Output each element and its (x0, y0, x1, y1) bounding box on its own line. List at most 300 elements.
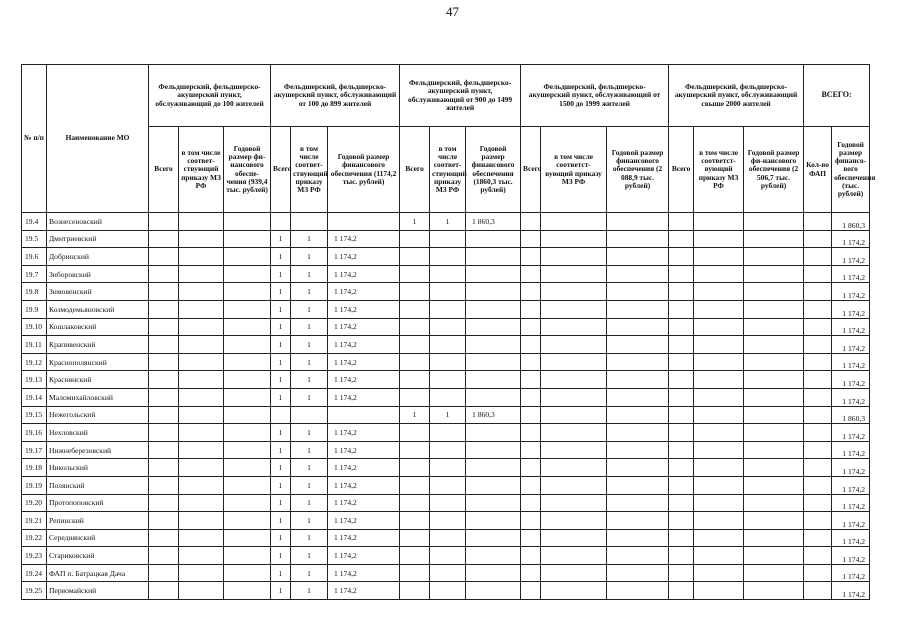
cell-g4-all (521, 248, 541, 266)
cell-g5-all (669, 248, 694, 266)
cell-g1-all (149, 265, 179, 283)
cell-g3-all (400, 388, 430, 406)
cell-g5-incl (694, 476, 744, 494)
cell-total-fin: 1 174,2 (832, 248, 870, 266)
cell-total-count (804, 353, 832, 371)
cell-g4-incl (541, 300, 607, 318)
cell-g4-all (521, 582, 541, 600)
cell-g2-all: 1 (271, 353, 291, 371)
cell-g3-fin (466, 476, 521, 494)
cell-g1-all (149, 441, 179, 459)
cell-g1-all (149, 248, 179, 266)
table-row (22, 459, 870, 477)
cell-g5-all (669, 494, 694, 512)
cell-g4-incl (541, 230, 607, 248)
cell-g5-incl (694, 213, 744, 231)
cell-g2-all: 1 (271, 300, 291, 318)
cell-g1-fin (224, 441, 271, 459)
cell-total-fin: 1 174,2 (832, 388, 870, 406)
table-row (22, 336, 870, 354)
cell-g3-all (400, 547, 430, 565)
cell-g3-all (400, 529, 430, 547)
cell-g2-fin: 1 174,2 (328, 476, 400, 494)
cell-g1-fin (224, 388, 271, 406)
cell-g5-all (669, 564, 694, 582)
cell-g2-all: 1 (271, 512, 291, 530)
cell-g3-incl (430, 529, 466, 547)
cell-row-num: 19.4 (22, 213, 47, 231)
cell-g4-all (521, 353, 541, 371)
header-g4-all: Всего (521, 127, 541, 213)
cell-row-num: 19.16 (22, 424, 47, 442)
header-group-1: Фельдшерский, фельдшерско-акушерский пункт, обслуживающий до 100 жителей (149, 65, 271, 127)
cell-g1-fin (224, 300, 271, 318)
cell-g3-all (400, 283, 430, 301)
cell-g5-all (669, 406, 694, 424)
cell-g4-fin (607, 547, 669, 565)
cell-g4-fin (607, 283, 669, 301)
cell-g2-incl: 1 (291, 476, 328, 494)
header-name: Наименование МО (47, 65, 149, 213)
cell-row-num: 19.8 (22, 283, 47, 301)
cell-g1-all (149, 512, 179, 530)
cell-mo-name: Середнянский (47, 529, 149, 547)
cell-g5-fin (744, 582, 804, 600)
cell-total-fin: 1 174,2 (832, 371, 870, 389)
cell-total-count (804, 547, 832, 565)
cell-g3-fin (466, 300, 521, 318)
cell-g5-fin (744, 564, 804, 582)
cell-g4-all (521, 213, 541, 231)
cell-g5-incl (694, 265, 744, 283)
cell-g4-fin (607, 300, 669, 318)
cell-g4-fin (607, 265, 669, 283)
cell-g1-all (149, 529, 179, 547)
cell-g1-incl (179, 512, 224, 530)
cell-g1-fin (224, 424, 271, 442)
cell-g3-incl (430, 371, 466, 389)
cell-g4-fin (607, 512, 669, 530)
table-row (22, 248, 870, 266)
cell-g5-all (669, 459, 694, 477)
cell-total-fin: 1 174,2 (832, 424, 870, 442)
cell-g4-all (521, 336, 541, 354)
cell-g4-incl (541, 494, 607, 512)
cell-g3-incl (430, 547, 466, 565)
cell-total-count (804, 336, 832, 354)
table-row (22, 213, 870, 231)
cell-g3-fin (466, 336, 521, 354)
cell-g3-fin (466, 353, 521, 371)
header-g2-fin: Годовой размер финансового обеспечения (1174,2 тыс. рублей) (328, 127, 400, 213)
cell-g1-all (149, 424, 179, 442)
cell-g2-all (271, 406, 291, 424)
cell-g5-fin (744, 213, 804, 231)
cell-g1-all (149, 582, 179, 600)
cell-row-num: 19.24 (22, 564, 47, 582)
cell-total-fin: 1 174,2 (832, 265, 870, 283)
cell-g5-fin (744, 265, 804, 283)
cell-row-num: 19.20 (22, 494, 47, 512)
header-group-2: Фельдшерский, фельдшерско-акушерский пункт, обслуживающий от 100 до 899 жителей (271, 65, 400, 127)
cell-g5-incl (694, 547, 744, 565)
cell-g3-fin (466, 248, 521, 266)
cell-g2-all: 1 (271, 388, 291, 406)
cell-row-num: 19.25 (22, 582, 47, 600)
cell-g5-incl (694, 512, 744, 530)
cell-g1-fin (224, 230, 271, 248)
header-g3-all: Всего (400, 127, 430, 213)
cell-g4-fin (607, 248, 669, 266)
cell-total-fin: 1 174,2 (832, 512, 870, 530)
cell-g2-incl (291, 213, 328, 231)
cell-row-num: 19.21 (22, 512, 47, 530)
cell-g5-fin (744, 547, 804, 565)
cell-total-fin: 1 174,2 (832, 353, 870, 371)
cell-g1-all (149, 371, 179, 389)
cell-g5-incl (694, 318, 744, 336)
cell-g5-fin (744, 424, 804, 442)
cell-total-fin: 1 174,2 (832, 529, 870, 547)
cell-g4-all (521, 424, 541, 442)
cell-g4-all (521, 547, 541, 565)
cell-g4-fin (607, 494, 669, 512)
cell-g5-fin (744, 459, 804, 477)
cell-g5-incl (694, 406, 744, 424)
cell-g1-incl (179, 213, 224, 231)
cell-g3-all (400, 494, 430, 512)
cell-g2-incl (291, 406, 328, 424)
cell-g2-fin: 1 174,2 (328, 441, 400, 459)
cell-g5-incl (694, 582, 744, 600)
cell-g5-incl (694, 371, 744, 389)
cell-g2-fin: 1 174,2 (328, 371, 400, 389)
cell-total-count (804, 582, 832, 600)
cell-row-num: 19.19 (22, 476, 47, 494)
cell-row-num: 19.22 (22, 529, 47, 547)
header-group-5: Фельдшерский, фельдшерско-акушерский пункт, обслуживающий свыше 2000 жителей (669, 65, 804, 127)
cell-g5-all (669, 336, 694, 354)
cell-g2-fin: 1 174,2 (328, 459, 400, 477)
cell-g5-all (669, 582, 694, 600)
cell-g4-fin (607, 318, 669, 336)
cell-row-num: 19.6 (22, 248, 47, 266)
table-body (22, 213, 870, 600)
cell-g5-incl (694, 459, 744, 477)
cell-g5-all (669, 230, 694, 248)
cell-row-num: 19.5 (22, 230, 47, 248)
cell-g5-incl (694, 441, 744, 459)
cell-g4-all (521, 564, 541, 582)
cell-g3-all (400, 582, 430, 600)
cell-g5-incl (694, 336, 744, 354)
cell-g2-all: 1 (271, 265, 291, 283)
cell-g3-incl (430, 476, 466, 494)
cell-g1-all (149, 388, 179, 406)
cell-g5-incl (694, 564, 744, 582)
cell-g2-all: 1 (271, 441, 291, 459)
cell-g5-fin (744, 248, 804, 266)
cell-g3-all: 1 (400, 406, 430, 424)
cell-g2-fin: 1 174,2 (328, 353, 400, 371)
cell-g1-incl (179, 371, 224, 389)
cell-g3-incl (430, 248, 466, 266)
cell-total-fin: 1 174,2 (832, 547, 870, 565)
cell-g2-fin (328, 213, 400, 231)
cell-g4-incl (541, 582, 607, 600)
cell-g1-incl (179, 283, 224, 301)
cell-g2-incl: 1 (291, 265, 328, 283)
cell-g2-fin: 1 174,2 (328, 230, 400, 248)
cell-g5-all (669, 283, 694, 301)
cell-total-count (804, 494, 832, 512)
cell-g4-incl (541, 318, 607, 336)
cell-total-count (804, 459, 832, 477)
cell-g5-all (669, 424, 694, 442)
table-row (22, 476, 870, 494)
header-g3-fin: Годовой размер финансового обеспечения (1860,3 тыс. рублей) (466, 127, 521, 213)
cell-g5-all (669, 371, 694, 389)
cell-row-num: 19.23 (22, 547, 47, 565)
cell-g5-fin (744, 318, 804, 336)
cell-row-num: 19.15 (22, 406, 47, 424)
cell-mo-name: Крапивенский (47, 336, 149, 354)
header-group-4: Фельдшерский, фельдшерско-акушерский пункт, обслуживающий от 1500 до 1999 жителей (521, 65, 669, 127)
cell-g3-all (400, 248, 430, 266)
header-group-3: Фельдшерский, фельдшерско-акушерский пункт, обслуживающий от 900 до 1499 жителей (400, 65, 521, 127)
cell-g3-fin (466, 318, 521, 336)
cell-g2-incl: 1 (291, 336, 328, 354)
cell-g1-incl (179, 336, 224, 354)
header-g1-fin: Годовой размер фи-нансового обеспе-чения (939,4 тыс. рублей) (224, 127, 271, 213)
header-g1-incl: в том числе соответ-ствующий приказу МЗ РФ (179, 127, 224, 213)
cell-total-fin: 1 174,2 (832, 300, 870, 318)
cell-g2-fin: 1 174,2 (328, 512, 400, 530)
cell-g3-fin (466, 441, 521, 459)
cell-g2-fin: 1 174,2 (328, 424, 400, 442)
cell-g1-incl (179, 353, 224, 371)
cell-g4-all (521, 300, 541, 318)
cell-g2-incl: 1 (291, 318, 328, 336)
cell-g4-fin (607, 476, 669, 494)
cell-g5-fin (744, 441, 804, 459)
cell-g2-fin: 1 174,2 (328, 265, 400, 283)
cell-total-count (804, 406, 832, 424)
cell-g4-fin (607, 441, 669, 459)
cell-g4-fin (607, 424, 669, 442)
cell-g4-all (521, 283, 541, 301)
cell-g3-incl: 1 (430, 406, 466, 424)
cell-g5-all (669, 353, 694, 371)
header-g2-all: Всего (271, 127, 291, 213)
cell-g5-incl (694, 248, 744, 266)
cell-g1-fin (224, 248, 271, 266)
cell-row-num: 19.13 (22, 371, 47, 389)
cell-g3-fin (466, 529, 521, 547)
table-row (22, 582, 870, 600)
cell-g3-all (400, 318, 430, 336)
cell-g4-fin (607, 406, 669, 424)
table-row (22, 547, 870, 565)
cell-g3-all (400, 459, 430, 477)
cell-g2-all: 1 (271, 371, 291, 389)
cell-g2-all: 1 (271, 248, 291, 266)
table-row (22, 494, 870, 512)
cell-g4-all (521, 388, 541, 406)
cell-g2-incl: 1 (291, 564, 328, 582)
cell-g1-fin (224, 371, 271, 389)
cell-mo-name: Первомайский (47, 582, 149, 600)
cell-g5-fin (744, 230, 804, 248)
cell-g3-incl (430, 459, 466, 477)
cell-g3-all (400, 512, 430, 530)
cell-g1-incl (179, 547, 224, 565)
cell-total-fin: 1 174,2 (832, 441, 870, 459)
cell-g3-incl (430, 318, 466, 336)
cell-g1-fin (224, 353, 271, 371)
cell-g1-fin (224, 512, 271, 530)
cell-g1-fin (224, 564, 271, 582)
cell-mo-name: Никольский (47, 459, 149, 477)
cell-g1-all (149, 494, 179, 512)
cell-g3-incl (430, 283, 466, 301)
cell-g1-fin (224, 336, 271, 354)
cell-g2-incl: 1 (291, 230, 328, 248)
cell-g2-incl: 1 (291, 547, 328, 565)
cell-mo-name: Репинский (47, 512, 149, 530)
cell-g4-incl (541, 213, 607, 231)
cell-g1-incl (179, 494, 224, 512)
cell-g2-incl: 1 (291, 582, 328, 600)
cell-g5-incl (694, 230, 744, 248)
cell-g1-fin (224, 476, 271, 494)
cell-g5-fin (744, 371, 804, 389)
cell-g4-incl (541, 371, 607, 389)
cell-g1-fin (224, 529, 271, 547)
cell-g4-incl (541, 424, 607, 442)
cell-g4-fin (607, 529, 669, 547)
cell-g5-incl (694, 300, 744, 318)
cell-g2-all: 1 (271, 424, 291, 442)
cell-g3-all (400, 336, 430, 354)
cell-g2-all: 1 (271, 230, 291, 248)
cell-g5-fin (744, 388, 804, 406)
cell-g4-incl (541, 512, 607, 530)
cell-total-count (804, 265, 832, 283)
cell-g2-incl: 1 (291, 494, 328, 512)
cell-g3-incl (430, 424, 466, 442)
cell-g3-fin (466, 265, 521, 283)
cell-g1-all (149, 318, 179, 336)
cell-g4-incl (541, 406, 607, 424)
cell-mo-name: Вознесеновский (47, 213, 149, 231)
cell-g3-incl (430, 265, 466, 283)
cell-g1-all (149, 300, 179, 318)
cell-g3-fin (466, 564, 521, 582)
cell-g1-fin (224, 494, 271, 512)
cell-g2-fin: 1 174,2 (328, 248, 400, 266)
cell-g4-incl (541, 265, 607, 283)
cell-total-fin: 1 174,2 (832, 318, 870, 336)
cell-g1-incl (179, 459, 224, 477)
cell-g5-all (669, 388, 694, 406)
cell-g5-all (669, 265, 694, 283)
cell-g3-fin (466, 547, 521, 565)
cell-g1-incl (179, 476, 224, 494)
cell-g2-fin: 1 174,2 (328, 529, 400, 547)
cell-g4-fin (607, 459, 669, 477)
cell-g4-all (521, 476, 541, 494)
cell-g4-all (521, 459, 541, 477)
cell-g5-fin (744, 336, 804, 354)
cell-g1-all (149, 547, 179, 565)
cell-g1-fin (224, 406, 271, 424)
table-row (22, 529, 870, 547)
cell-g4-incl (541, 547, 607, 565)
cell-mo-name: Краснополянский (47, 353, 149, 371)
cell-total-fin: 1 174,2 (832, 564, 870, 582)
cell-g5-fin (744, 300, 804, 318)
cell-total-count (804, 300, 832, 318)
cell-g1-fin (224, 213, 271, 231)
cell-mo-name: Нижнеберезовский (47, 441, 149, 459)
cell-g3-fin: 1 860,3 (466, 213, 521, 231)
table-row (22, 512, 870, 530)
cell-total-count (804, 388, 832, 406)
fap-table (21, 64, 876, 600)
cell-mo-name: Зиборовский (47, 265, 149, 283)
cell-g3-incl (430, 494, 466, 512)
cell-g5-fin (744, 494, 804, 512)
table-row (22, 318, 870, 336)
cell-g4-fin (607, 582, 669, 600)
cell-mo-name: Стариковский (47, 547, 149, 565)
cell-g1-all (149, 564, 179, 582)
cell-total-count (804, 564, 832, 582)
cell-g2-all: 1 (271, 336, 291, 354)
header-g5-all: Всего (669, 127, 694, 213)
cell-g4-all (521, 441, 541, 459)
table-row (22, 406, 870, 424)
cell-g3-all (400, 230, 430, 248)
cell-mo-name: ФАП п. Батрацкая Дача (47, 564, 149, 582)
cell-g5-incl (694, 494, 744, 512)
cell-total-fin: 1 174,2 (832, 230, 870, 248)
header-g1-all: Всего (149, 127, 179, 213)
cell-g2-incl: 1 (291, 459, 328, 477)
cell-g3-incl (430, 388, 466, 406)
cell-g4-incl (541, 336, 607, 354)
cell-g3-all (400, 300, 430, 318)
cell-g3-all (400, 441, 430, 459)
cell-g2-fin: 1 174,2 (328, 564, 400, 582)
cell-total-count (804, 371, 832, 389)
header-total: ВСЕГО: (804, 65, 870, 127)
cell-g4-incl (541, 476, 607, 494)
cell-mo-name: Дмитриевский (47, 230, 149, 248)
table-row (22, 230, 870, 248)
cell-g3-all (400, 424, 430, 442)
cell-g1-all (149, 406, 179, 424)
header-total-count: Кол-во ФАП (804, 127, 832, 213)
cell-g1-all (149, 476, 179, 494)
cell-total-fin: 1 174,2 (832, 459, 870, 477)
cell-g2-fin: 1 174,2 (328, 582, 400, 600)
cell-g5-all (669, 441, 694, 459)
cell-g1-incl (179, 424, 224, 442)
cell-g2-all: 1 (271, 582, 291, 600)
cell-g4-fin (607, 336, 669, 354)
